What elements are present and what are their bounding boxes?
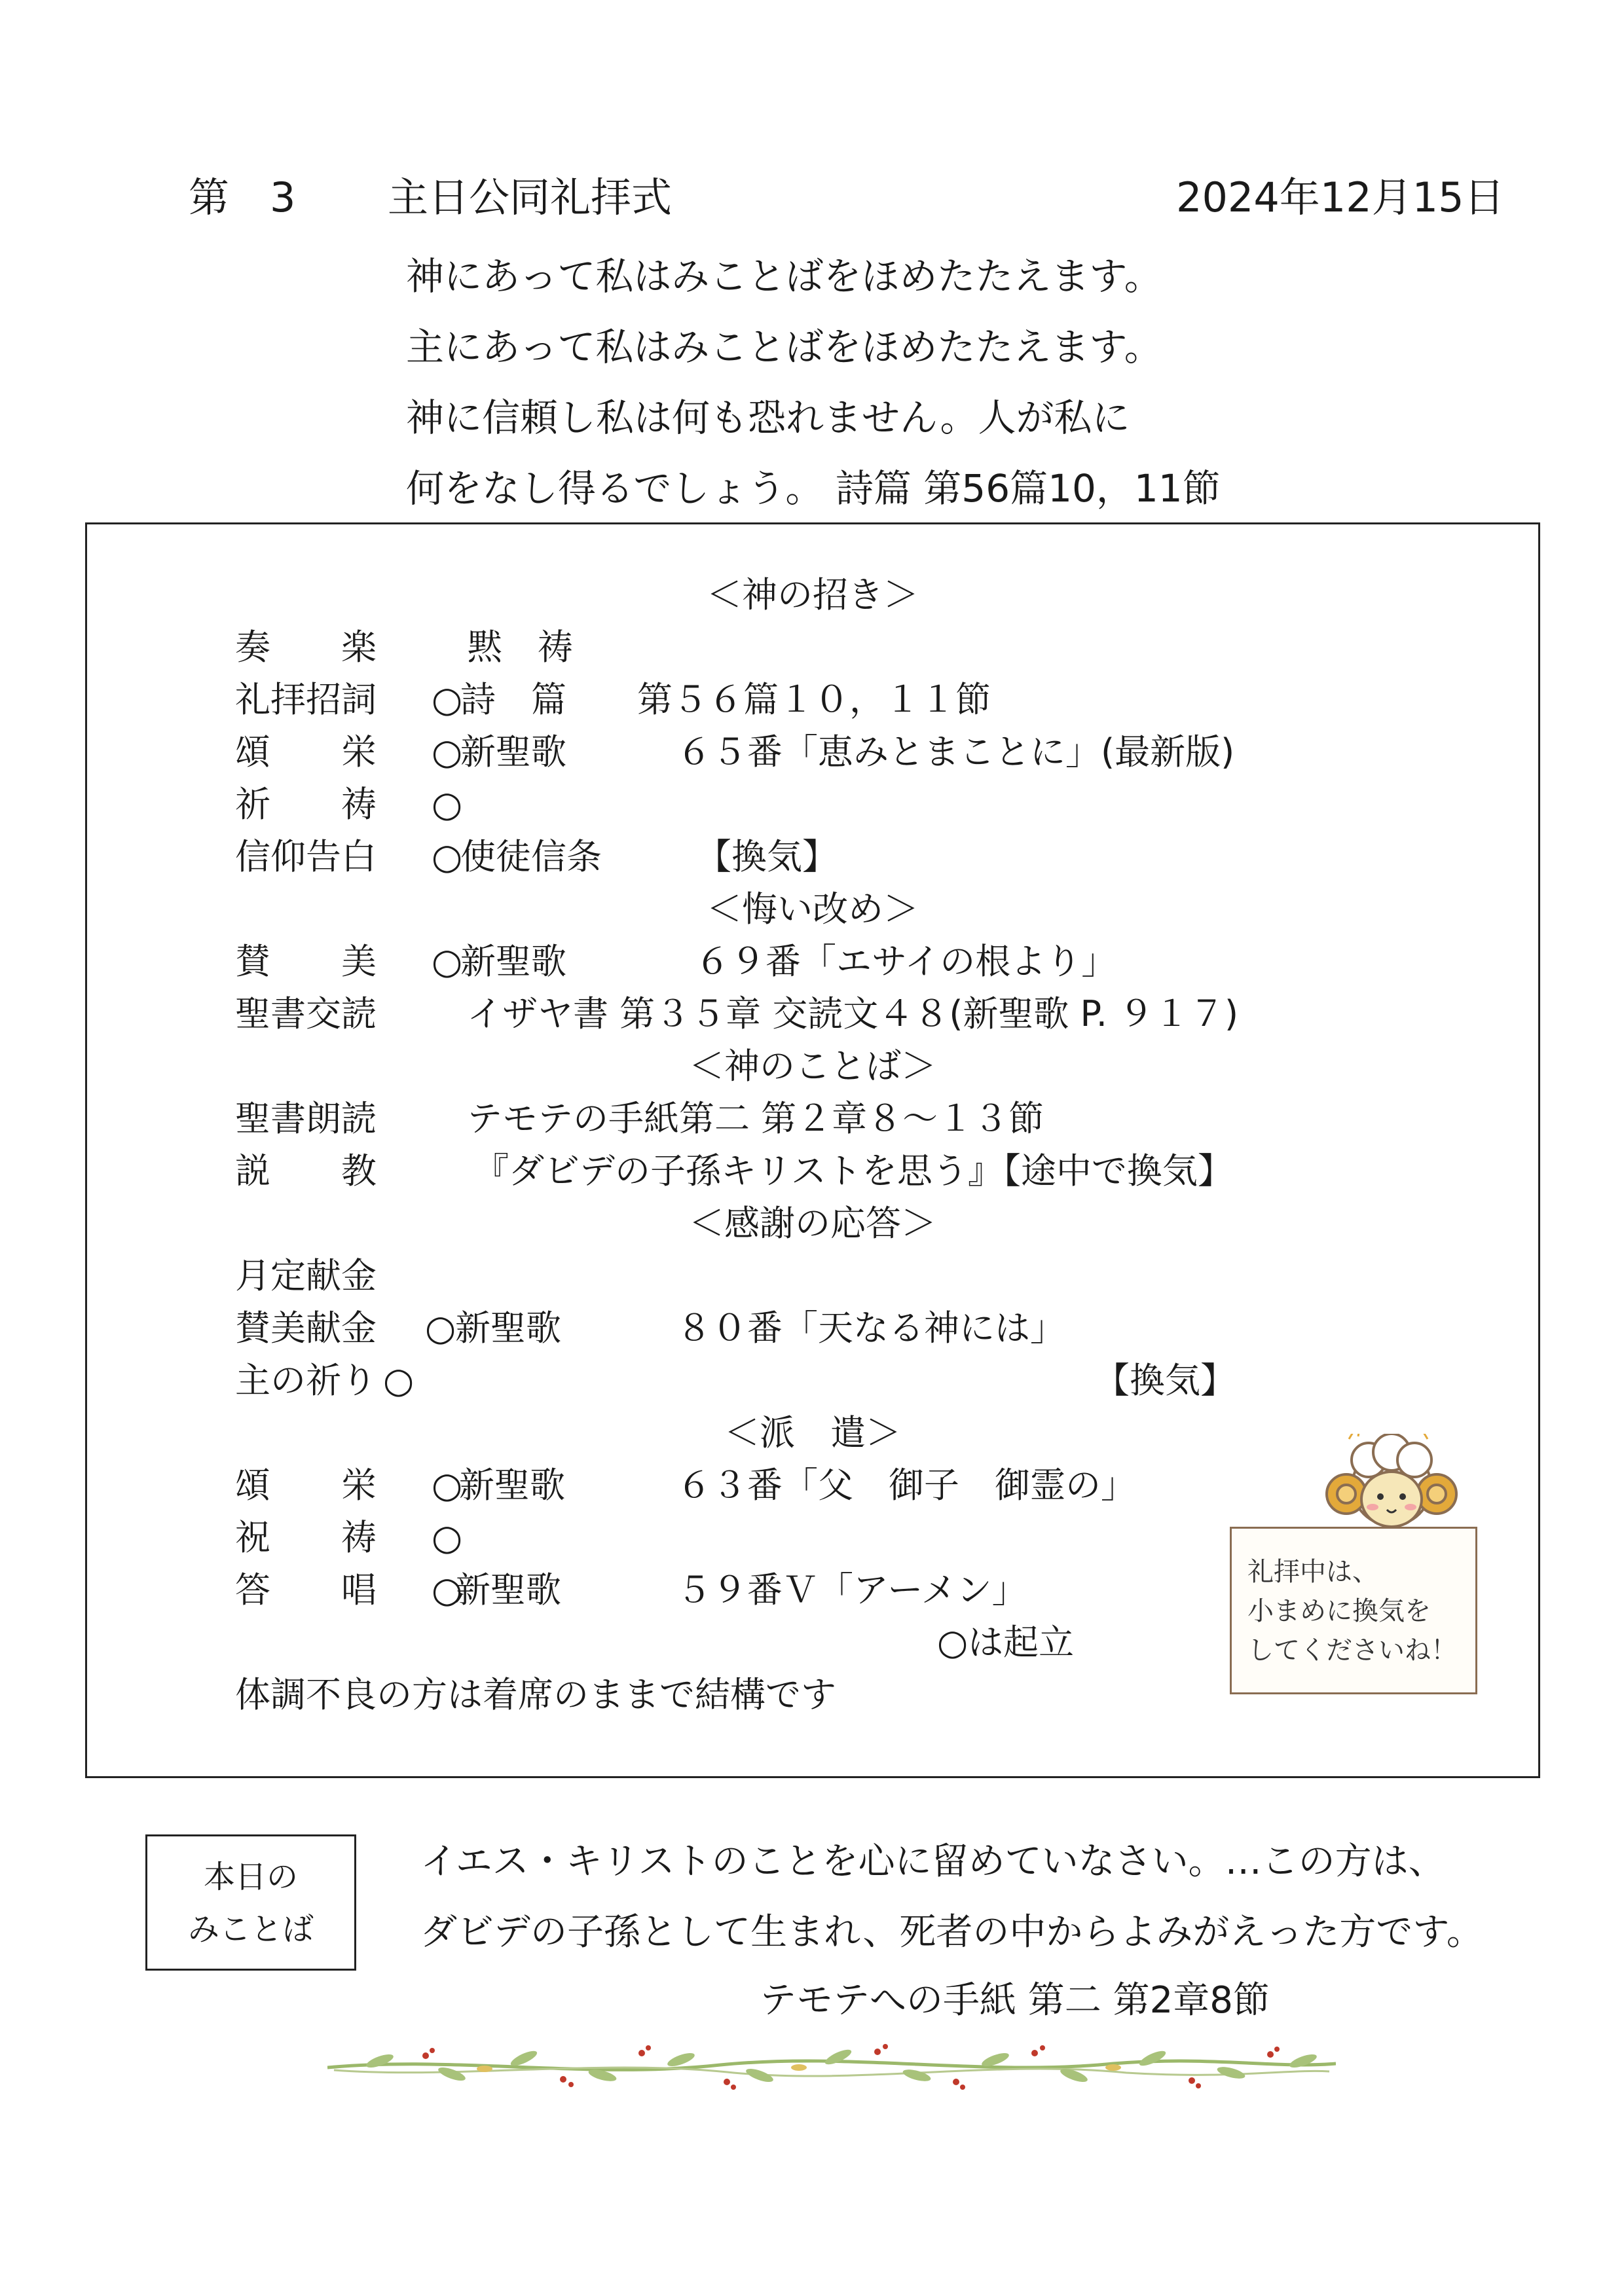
vine-decoration-icon — [327, 2030, 1336, 2102]
item-monthly-offering — [87, 1250, 1538, 1302]
item-detail: 新聖歌 — [455, 1569, 561, 1611]
item-extra: ６９番「エサイの根より」 — [695, 941, 1117, 982]
item-label: 頌 栄 — [235, 731, 377, 773]
standing-mark: ○ — [432, 784, 463, 825]
todays-word-line: イエス・キリストのことを心に留めていなさい。…この方は、 — [420, 1840, 1445, 1883]
item-label: 礼拝招詞 — [235, 679, 377, 720]
item-doxology — [87, 1459, 1538, 1512]
item-label: 聖書交読 — [235, 993, 377, 1034]
item-lords-prayer — [87, 1355, 1538, 1407]
service-number: 第 3 — [189, 173, 296, 221]
item-label: 奏 楽 — [235, 627, 377, 668]
item-detail: 詩 篇 — [460, 679, 566, 720]
todays-word-line: ダビデの子孫として生まれ、死者の中からよみがえった方です。 — [420, 1911, 1483, 1954]
item-detail: 新聖歌 — [459, 1465, 565, 1506]
service-title: 主日公同礼拝式 — [388, 173, 673, 221]
item-label: 主の祈り — [235, 1360, 377, 1401]
section-repentance: ＜悔い改め＞ — [707, 888, 919, 930]
item-sermon — [87, 1145, 1538, 1197]
item-label: 祈 祷 — [235, 784, 377, 825]
item-extra: ８０番「天なる神には」 — [676, 1307, 1065, 1349]
item-detail: 黙 祷 — [467, 627, 573, 668]
item-label: 月定献金 — [235, 1255, 377, 1296]
item-responsive-reading — [87, 988, 1538, 1040]
item-detail: 新聖歌 — [460, 731, 566, 773]
opening-verse-line: 主にあって私はみことばをほめたたえます。 — [406, 325, 1162, 369]
item-extra: ５９番Ｖ「アーメン」 — [676, 1569, 1027, 1611]
standing-mark: ○ — [432, 731, 463, 773]
standing-legend: ○は起立 — [937, 1622, 1075, 1663]
item-label: 賛美献金 — [235, 1307, 377, 1349]
item-label: 頌 栄 — [235, 1465, 377, 1506]
ventilation-note-line: してくださいね！ — [1247, 1635, 1457, 1666]
item-extra: 第５６篇１０，１１節 — [637, 679, 991, 720]
item-detail: 新聖歌 — [460, 941, 566, 982]
opening-verse-reference: 何をなし得るでしょう。 詩篇 第56篇10，11節 — [406, 466, 1221, 511]
todays-word-reference: テモテへの手紙 第二 第2章8節 — [760, 1979, 1270, 2022]
standing-mark: ○ — [432, 836, 463, 877]
item-extra: ６３番「父 御子 御霊の」 — [676, 1465, 1136, 1506]
item-prayer — [87, 778, 1538, 831]
item-scripture-reading — [87, 1093, 1538, 1145]
item-detail: テモテの手紙第二 第２章８～１３節 — [467, 1098, 1044, 1139]
ventilation-note-sign — [1230, 1527, 1477, 1694]
item-detail: 新聖歌 — [455, 1307, 561, 1349]
item-label: 賛 美 — [235, 941, 377, 982]
item-offering-hymn — [87, 1302, 1538, 1355]
standing-mark: ○ — [432, 1465, 463, 1506]
standing-mark: ○ — [383, 1360, 415, 1401]
item-label: 答 唱 — [235, 1569, 377, 1611]
opening-verse-line: 神に信頼し私は何も恐れません。人が私に — [406, 395, 1130, 440]
todays-word-label-line: 本日の — [203, 1859, 298, 1895]
service-date: 2024年12月15日 — [1176, 173, 1505, 221]
standing-mark: ○ — [432, 941, 463, 982]
item-creed — [87, 831, 1538, 883]
item-label: 祝 祷 — [235, 1517, 377, 1558]
item-detail: イザヤ書 第３５章 交読文４８(新聖歌 P. ９１７) — [467, 993, 1239, 1034]
item-label: 説 教 — [235, 1150, 377, 1192]
standing-mark: ○ — [432, 679, 463, 720]
todays-word-label-line: みことば — [187, 1911, 314, 1948]
opening-verse-line: 神にあって私はみことばをほめたたえます。 — [406, 254, 1162, 299]
item-doxology — [87, 726, 1538, 778]
section-call: ＜神の招き＞ — [707, 574, 919, 615]
item-detail: 『ダビデの子孫キリストを思う』【途中で換気】 — [473, 1150, 1233, 1192]
item-prelude — [87, 621, 1538, 674]
item-call-to-worship — [87, 674, 1538, 726]
ventilation-note-line: 小まめに換気を — [1247, 1596, 1431, 1626]
item-praise — [87, 936, 1538, 988]
todays-word-label — [145, 1834, 356, 1971]
standing-mark: ○ — [425, 1307, 456, 1349]
section-word: ＜神のことば＞ — [689, 1046, 936, 1087]
item-extra: ６５番「恵みとまことに」(最新版) — [676, 731, 1235, 773]
item-label: 聖書朗読 — [235, 1098, 377, 1139]
standing-mark: ○ — [432, 1569, 463, 1611]
item-label: 信仰告白 — [235, 836, 377, 877]
ventilation-note-line: 礼拝中は、 — [1247, 1557, 1378, 1587]
standing-mark: ○ — [432, 1517, 463, 1558]
section-response: ＜感謝の応答＞ — [689, 1203, 936, 1244]
health-note: 体調不良の方は着席のままで結構です — [235, 1674, 836, 1715]
item-extra: 【換気】 — [696, 836, 838, 877]
section-sending: ＜派 遣＞ — [724, 1412, 901, 1453]
item-detail: 使徒信条 — [460, 836, 602, 877]
item-extra: 【換気】 — [1094, 1360, 1236, 1401]
